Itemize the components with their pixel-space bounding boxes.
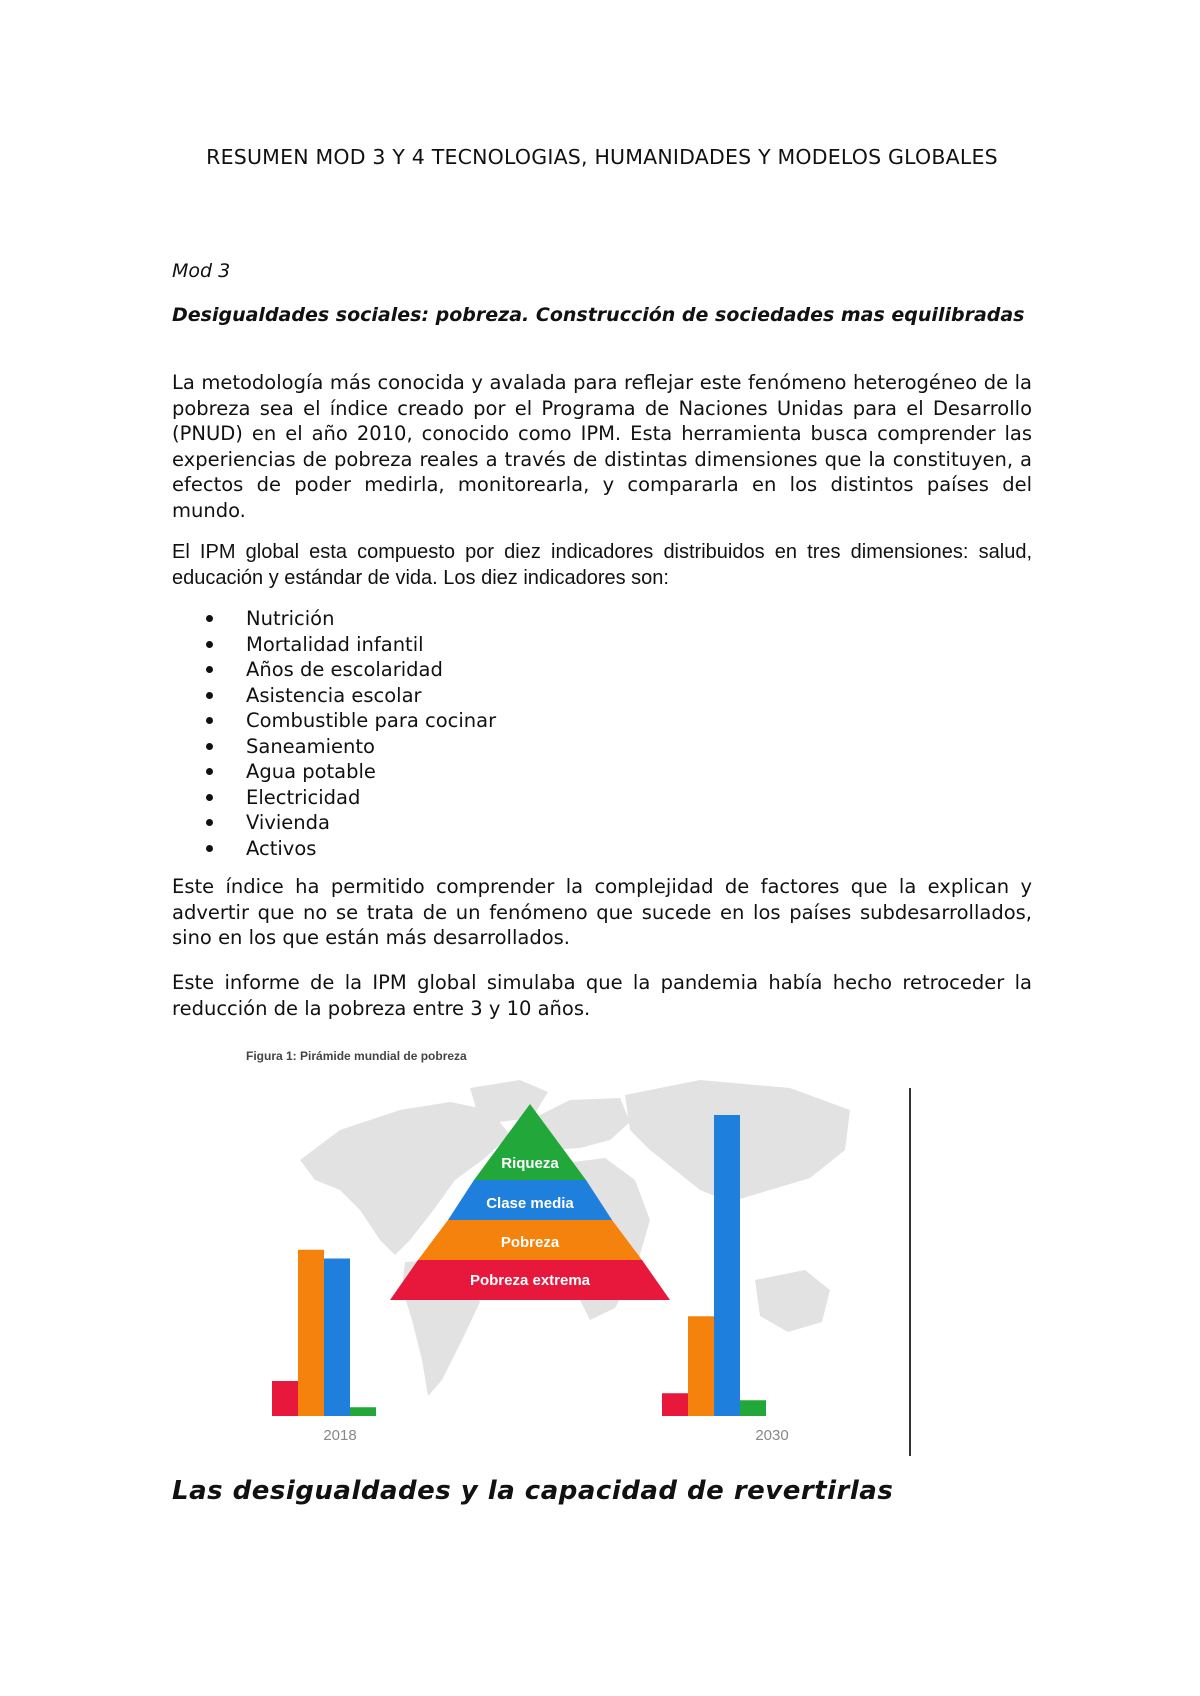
module-label: Mod 3 [172,260,231,282]
pyramid-label-pobreza-extrema: Pobreza extrema [469,1272,591,1289]
paragraph-ipm-intro: La metodología más conocida y avalada para reflejar este fenómeno heterogéneo de la pobreza sea el índice creado por el Programa de Naciones Unidas para el Desarrollo (PNUD) en el año 2010, conocido como IPM. Esta herramienta busca comprender las experiencias de pobreza reales a través de distintas dimensiones que la constituyen, a efectos de poder medirla, monitorearla, y compararla en los distintos países del mundo. [172,371,1032,522]
pyramid-label-pobreza: Pobreza [500,1234,560,1251]
list-item: Electricidad [200,785,496,811]
figure-caption: Figura 1: Pirámide mundial de pobreza [246,1049,467,1063]
bar-2030-pobreza [688,1316,714,1416]
bar-group-2018 [272,1250,376,1416]
bullet-icon [206,845,213,852]
bullet-icon [206,666,213,673]
poverty-pyramid-figure [230,1040,930,1460]
list-item: Mortalidad infantil [200,632,496,658]
bullet-icon [206,794,213,801]
bullet-icon [206,641,213,648]
list-item: Combustible para cocinar [200,708,496,734]
bullet-icon [206,692,213,699]
bar-2030-clase-media [714,1115,740,1416]
pyramid-label-riqueza: Riqueza [501,1155,559,1172]
bullet-icon [206,615,213,622]
year-label-2030: 2030 [755,1427,789,1444]
year-label-2018: 2018 [323,1427,357,1444]
indicator-list [200,606,496,861]
bullet-icon [206,717,213,724]
list-item: Agua potable [200,759,496,785]
list-item: Vivienda [200,810,496,836]
list-item: Nutrición [200,606,496,632]
bar-2030-pobreza-extrema [662,1393,688,1416]
bar-2018-clase-media [324,1259,350,1417]
document-title: RESUMEN MOD 3 Y 4 TECNOLOGIAS, HUMANIDADES Y MODELOS GLOBALES [206,145,998,169]
bullet-icon [206,819,213,826]
section-title: Desigualdades sociales: pobreza. Construcción de sociedades mas equilibradas [172,304,1025,326]
paragraph-ipm-complexity: Este índice ha permitido comprender la complejidad de factores que la explican y advertir que no se trata de un fenómeno que sucede en los países subdesarrollados, sino en los que están más desarrollados. [172,875,1032,949]
bullet-icon [206,743,213,750]
bar-2030-riqueza [740,1400,766,1416]
bullet-icon [206,768,213,775]
paragraph-ipm-dimensions: El IPM global esta compuesto por diez indicadores distribuidos en tres dimensiones: salud, educación y estándar de vida. Los diez indicadores son: [172,541,1032,589]
list-item: Activos [200,836,496,862]
bar-2018-riqueza [350,1407,376,1416]
paragraph-pandemic: Este informe de la IPM global simulaba que la pandemia había hecho retroceder la reducción de la pobreza entre 3 y 10 años. [172,971,1032,1020]
pyramid-label-clase-media: Clase media [486,1195,574,1212]
bar-2018-pobreza-extrema [272,1381,298,1416]
list-item: Años de escolaridad [200,657,496,683]
section-heading: Las desigualdades y la capacidad de revertirlas [172,1476,894,1506]
bar-2018-pobreza [298,1250,324,1416]
list-item: Saneamiento [200,734,496,760]
list-item: Asistencia escolar [200,683,496,709]
